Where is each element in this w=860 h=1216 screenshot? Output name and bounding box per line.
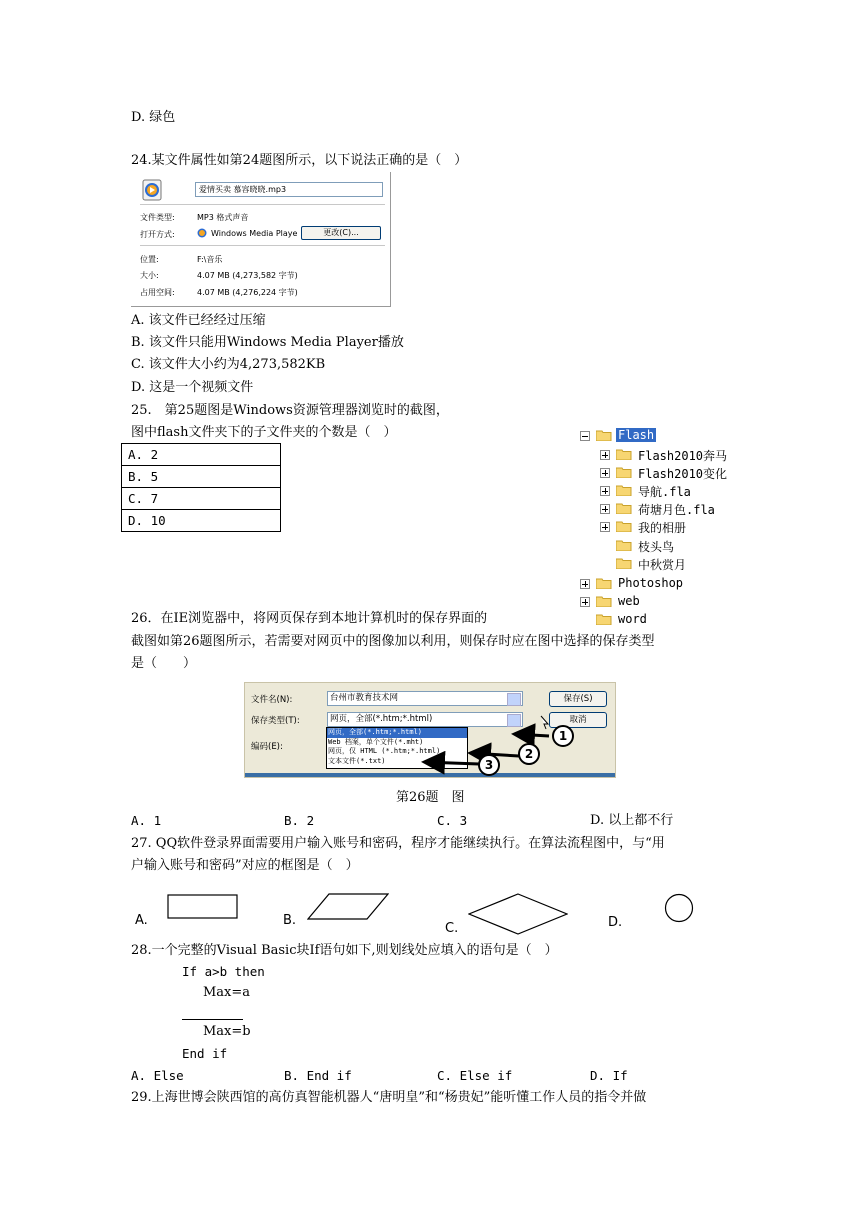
shape-label-d: D.: [608, 915, 623, 930]
filename-field[interactable]: [195, 182, 383, 197]
location-value: F:\音乐: [197, 255, 223, 264]
q27-stem-line1: 27. QQ软件登录界面需要用户输入账号和密码，程序才能继续执行。在算法流程图中，与“用: [131, 836, 665, 851]
expand-icon[interactable]: [600, 504, 610, 514]
connector-circle-shape: [664, 893, 694, 923]
table-row: [122, 510, 281, 532]
cancel-button[interactable]: 取消: [549, 712, 607, 728]
save-type-value: 网页，全部(*.htm;*.html): [330, 714, 433, 724]
tree-item-label: Flash2010奔马: [638, 449, 728, 463]
q26-option-b: B. 2: [284, 813, 315, 828]
size-value: 4.07 MB (4,273,582 字节): [197, 271, 298, 280]
folder-icon: [616, 449, 632, 460]
change-button-label: 更改(C)...: [323, 228, 359, 237]
collapse-icon[interactable]: [580, 431, 590, 441]
folder-icon: [616, 521, 632, 532]
folder-icon: [616, 467, 632, 478]
q23-option-d: D. 绿色: [131, 110, 176, 125]
list-item[interactable]: 网页，仅 HTML (*.htm;*.html): [328, 747, 441, 755]
open-with-value: Windows Media Playe: [211, 229, 298, 238]
tree-label-root: Flash: [618, 428, 655, 442]
code-line: End if: [182, 1046, 228, 1061]
expand-icon[interactable]: [580, 579, 590, 589]
io-parallelogram-shape: [307, 893, 389, 921]
q29-stem: 29.上海世博会陕西馆的高仿真智能机器人“唐明皇”和“杨贵妃”能听懂工作人员的指令并做: [131, 1090, 647, 1105]
encoding-label: 编码(E):: [251, 742, 283, 752]
tree-item-label: Photoshop: [618, 576, 684, 590]
process-box-shape: [167, 894, 239, 920]
q26-option-a: A. 1: [131, 813, 162, 828]
blank-underline: [182, 1019, 243, 1020]
q25-options-table: [121, 443, 281, 532]
folder-icon: [596, 578, 612, 589]
save-type-label: 保存类型(T):: [251, 716, 300, 726]
tree-item-label: 导航.fla: [638, 485, 691, 499]
filename-value: 爱情买卖 慕容晓晓.mp3: [199, 185, 287, 194]
media-player-icon: [197, 228, 207, 238]
folder-icon: [596, 596, 612, 607]
tree-item-label: word: [618, 612, 647, 626]
code-line: Max=b: [203, 1024, 251, 1039]
code-line: Max=a: [203, 985, 251, 1000]
location-label: 位置:: [140, 255, 159, 264]
shape-label-c: C.: [445, 921, 459, 936]
arrow-1: [514, 734, 549, 736]
q26-stem-line2: 截图如第26题图所示，若需要对网页中的图像加以利用，则保存时应在图中选择的保存类型: [131, 634, 655, 649]
media-file-icon: [141, 178, 165, 202]
tree-item-label: 荷塘月色.fla: [638, 503, 715, 517]
tree-item-label: 枝头鸟: [638, 540, 675, 554]
open-with-label: 打开方式:: [140, 230, 175, 239]
divider: [140, 245, 385, 246]
tree-item-label: web: [618, 594, 640, 608]
q24-option-d: D. 这是一个视频文件: [131, 380, 254, 395]
tree-item-label: 我的相册: [638, 521, 687, 535]
arrow-3: [424, 762, 479, 764]
badge-2: 2: [518, 743, 540, 765]
folder-icon: [596, 614, 612, 625]
folder-open-icon: [596, 430, 612, 441]
expand-icon[interactable]: [600, 450, 610, 460]
q28-stem: 28.一个完整的Visual Basic块If语句如下,则划线处应填入的语句是（ ）: [131, 943, 558, 958]
folder-icon: [616, 503, 632, 514]
size-label: 大小:: [140, 271, 159, 280]
filename-input-value: 台州市教育技术网: [330, 693, 399, 703]
badge-1: 1: [552, 725, 574, 747]
q26-stem-line1: 26．在IE浏览器中，将网页保存到本地计算机时的保存界面的: [131, 611, 488, 626]
disk-size-value: 4.07 MB (4,276,224 字节): [197, 288, 298, 297]
expand-icon[interactable]: [600, 486, 610, 496]
q28-option-a: A. Else: [131, 1068, 184, 1083]
list-item[interactable]: 文本文件(*.txt): [328, 756, 386, 765]
expand-icon[interactable]: [600, 468, 610, 478]
q28-option-d: D. If: [590, 1068, 628, 1083]
q26-option-d: D. 以上都不行: [590, 813, 674, 828]
q28-option-c: C. Else if: [437, 1068, 513, 1083]
q24-option-b: B. 该文件只能用Windows Media Player播放: [131, 335, 404, 350]
list-item[interactable]: 网页，全部(*.htm;*.html): [327, 728, 467, 738]
expand-icon[interactable]: [600, 522, 610, 532]
expand-icon[interactable]: [580, 597, 590, 607]
q24-option-c: C. 该文件大小约为4,273,582KB: [131, 357, 326, 372]
tree-item-label: 中秋赏月: [638, 558, 687, 572]
save-button[interactable]: 保存(S): [549, 691, 607, 707]
shape-label-b: B.: [283, 913, 297, 928]
folder-icon: [616, 540, 632, 551]
badge-3: 3: [478, 754, 500, 776]
decision-diamond-shape: [468, 893, 568, 935]
change-button[interactable]: [301, 226, 381, 240]
file-type-value: MP3 格式声音: [197, 213, 249, 222]
list-item[interactable]: Web 档案，单个文件(*.mht): [328, 737, 424, 746]
shape-label-a: A.: [135, 913, 148, 928]
q25-option-d: D. 10: [122, 510, 281, 532]
tree-item-label: Flash2010变化: [638, 467, 728, 481]
q24-stem: 24.某文件属性如第24题图所示，以下说法正确的是（ ）: [131, 153, 468, 168]
file-properties-screenshot: [131, 172, 391, 307]
folder-icon: [616, 558, 632, 569]
table-row: [122, 466, 281, 488]
table-row: [122, 488, 281, 510]
code-line: If a>b then: [182, 964, 265, 979]
q26-option-c: C. 3: [437, 813, 468, 828]
q25-option-c: C. 7: [122, 488, 281, 510]
filename-label: 文件名(N):: [251, 695, 293, 705]
cursor-icon: [541, 716, 548, 729]
file-type-label: 文件类型:: [140, 213, 175, 222]
q25-option-b: B. 5: [122, 466, 281, 488]
q26-stem-line3: 是（ ）: [131, 656, 197, 671]
q27-stem-line2: 户输入账号和密码”对应的框图是（ ）: [131, 858, 359, 873]
q28-option-b: B. End if: [284, 1068, 352, 1083]
q26-caption: 第26题 图: [396, 790, 465, 805]
q25-stem-line2: 图中flash文件夹下的子文件夹的个数是（ ）: [131, 425, 397, 440]
q24-option-a: A. 该文件已经经过压缩: [131, 313, 266, 328]
q25-stem-line1: 25. 第25题图是Windows资源管理器浏览时的截图，: [131, 403, 449, 418]
q25-option-a: A. 2: [122, 444, 281, 466]
disk-size-label: 占用空间:: [140, 288, 175, 297]
divider: [140, 204, 385, 205]
table-row: [122, 444, 281, 466]
folder-icon: [616, 485, 632, 496]
